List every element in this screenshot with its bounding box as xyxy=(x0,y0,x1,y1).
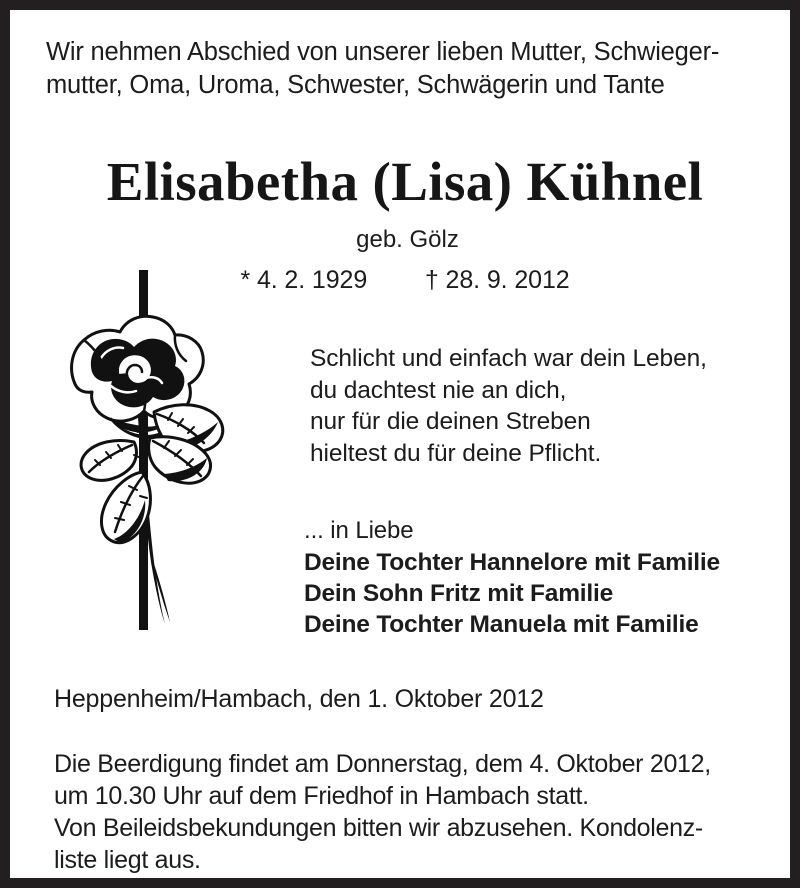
death-symbol: † xyxy=(424,266,439,294)
mourners-intro: ... in Liebe xyxy=(304,517,414,544)
cross-with-rose-icon xyxy=(54,262,254,642)
funeral-line: Die Beerdigung findet am Donnerstag, dem 4. Oktober 2012, xyxy=(54,750,711,778)
poem-line: Schlicht und einfach war dein Leben, xyxy=(310,345,707,372)
birth-date: 4. 2. 1929 xyxy=(256,266,368,294)
poem-line: nur für die deinen Streben xyxy=(310,408,591,435)
mourners-block xyxy=(304,515,774,640)
intro-line: mutter, Oma, Uroma, Schwester, Schwägerin und Tante xyxy=(46,71,665,99)
poem-line: du dachtest nie an dich, xyxy=(310,376,567,404)
notice-inner xyxy=(10,10,790,878)
survivor-line: Deine Tochter Manuela mit Familie xyxy=(304,611,699,638)
death-date: 28. 9. 2012 xyxy=(445,266,570,294)
intro-line: Wir nehmen Abschied von unserer lieben Mutter, Schwieger- xyxy=(46,38,720,66)
maiden-name: geb. Gölz xyxy=(356,226,459,253)
birth-symbol: * xyxy=(240,266,251,294)
survivor-line: Dein Sohn Fritz mit Familie xyxy=(304,580,614,607)
memorial-poem xyxy=(310,343,780,469)
funeral-line: um 10.30 Uhr auf dem Friedhof in Hambach statt. xyxy=(54,782,589,810)
survivor-line: Deine Tochter Hannelore mit Familie xyxy=(304,549,720,576)
place-and-date-line: Heppenheim/Hambach, den 1. Oktober 2012 xyxy=(54,685,544,713)
intro-text xyxy=(46,36,766,102)
funeral-details xyxy=(54,748,770,876)
funeral-line: liste liegt aus. xyxy=(54,846,201,874)
poem-line: hieltest du für deine Pflicht. xyxy=(310,439,602,467)
deceased-name: Elisabetha (Lisa) Kühnel xyxy=(106,151,704,212)
funeral-line: Von Beileidsbekundungen bitten wir abzusehen. Kondolenz- xyxy=(54,814,703,842)
